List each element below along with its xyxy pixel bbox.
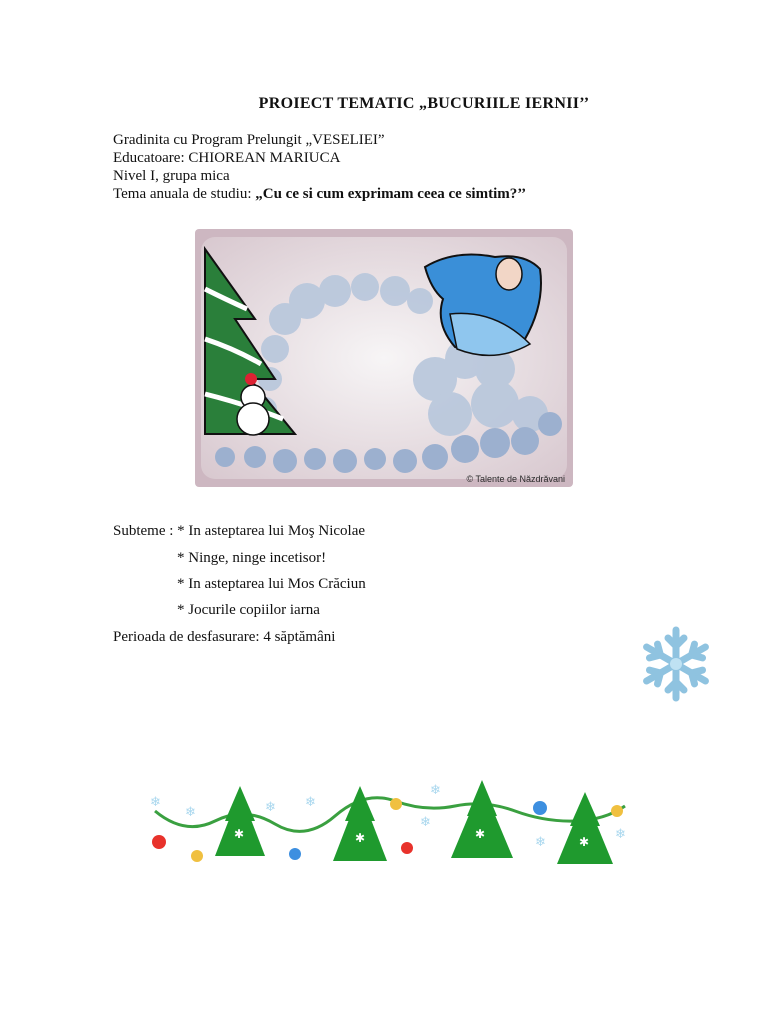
svg-text:❄: ❄ bbox=[615, 827, 626, 842]
subtopic-item: * Ninge, ninge incetisor! bbox=[177, 550, 327, 566]
subtopics-label: Subteme : bbox=[113, 523, 178, 539]
svg-text:❄: ❄ bbox=[185, 805, 196, 820]
annual-theme-label: Tema anuala de studiu: bbox=[113, 186, 256, 202]
image-credit: © Talente de Năzdrăvani bbox=[466, 474, 565, 484]
svg-text:❄: ❄ bbox=[150, 795, 161, 810]
subtopic-item: * In asteptarea lui Mos Crăciun bbox=[177, 576, 366, 592]
project-info bbox=[113, 131, 526, 203]
annual-theme bbox=[113, 185, 526, 203]
subtopic-item: * Jocurile copiilor iarna bbox=[177, 602, 320, 618]
kindergarten-name: Gradinita cu Program Prelungit „VESELIEI” bbox=[113, 132, 385, 148]
svg-text:✱: ✱ bbox=[355, 831, 366, 845]
svg-text:✱: ✱ bbox=[475, 827, 486, 841]
svg-text:❄: ❄ bbox=[535, 835, 546, 850]
subtopics-row bbox=[113, 523, 365, 540]
annual-theme-title: „Cu ce si cum exprimam ceea ce simtim?’’ bbox=[255, 186, 527, 202]
svg-text:❄: ❄ bbox=[420, 815, 431, 830]
period-text: Perioada de desfasurare: 4 săptămâni bbox=[113, 629, 336, 645]
glass-painting-image bbox=[195, 229, 573, 487]
svg-text:❄: ❄ bbox=[265, 800, 276, 815]
subtopic-item: * In asteptarea lui Moş Nicolae bbox=[177, 523, 366, 539]
document-title: PROIECT TEMATIC „BUCURIILE IERNII’’ bbox=[258, 95, 590, 112]
christmas-garland bbox=[145, 776, 635, 868]
svg-text:❄: ❄ bbox=[430, 783, 441, 798]
svg-text:✱: ✱ bbox=[234, 827, 245, 841]
level-group: Nivel I, grupa mica bbox=[113, 168, 230, 184]
snowflake-icon bbox=[624, 620, 728, 708]
svg-text:❄: ❄ bbox=[305, 795, 316, 810]
winter-picture bbox=[195, 229, 573, 487]
teacher-name: Educatoare: CHIOREAN MARIUCA bbox=[113, 150, 341, 166]
svg-text:✱: ✱ bbox=[579, 835, 590, 849]
